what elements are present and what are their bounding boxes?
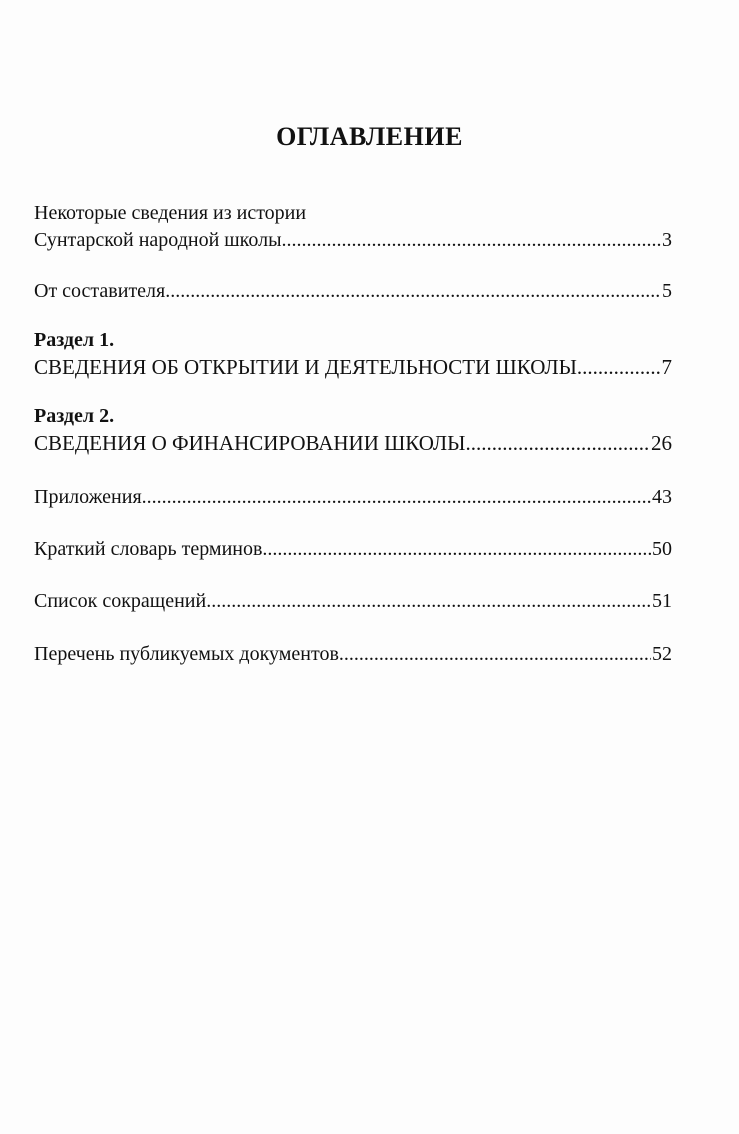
toc-entry-label: От составителя xyxy=(34,280,166,302)
dot-leader xyxy=(577,352,661,382)
toc-page-number: 7 xyxy=(661,355,672,379)
toc-entry-glossary[interactable] xyxy=(34,534,672,564)
toc-page-number: 5 xyxy=(662,280,672,302)
toc-entry-section-1[interactable] xyxy=(34,352,672,382)
dot-leader xyxy=(165,276,661,306)
dot-leader xyxy=(339,639,651,669)
toc-page-number: 52 xyxy=(652,643,672,665)
toc-entry-label: СВЕДЕНИЯ ОБ ОТКРЫТИИ И ДЕЯТЕЛЬНОСТИ ШКОЛЫ xyxy=(34,355,577,379)
dot-leader xyxy=(282,225,661,255)
dot-leader xyxy=(206,586,651,616)
toc-entry-history[interactable] xyxy=(34,225,672,255)
toc-entry-documents-list[interactable] xyxy=(34,639,672,669)
toc-entry-section-2[interactable] xyxy=(34,428,672,458)
page-title: ОГЛАВЛЕНИЕ xyxy=(276,122,463,151)
toc-page-number: 3 xyxy=(662,229,672,251)
toc-section-2-heading: Раздел 2. xyxy=(34,405,115,427)
dot-leader xyxy=(142,482,651,512)
toc-page-number: 51 xyxy=(652,590,672,612)
toc-section-1-heading: Раздел 1. xyxy=(34,329,115,351)
toc-entry-label: СВЕДЕНИЯ О ФИНАНСИРОВАНИИ ШКОЛЫ xyxy=(34,431,466,455)
toc-entry-history-line1: Некоторые сведения из истории xyxy=(34,202,307,224)
toc-entry-label: Перечень публикуемых документов xyxy=(34,643,339,665)
toc-entry-label: Приложения xyxy=(34,486,142,508)
toc-entry-label: Сунтарской народной школы xyxy=(34,229,282,251)
toc-entry-label: Список сокращений xyxy=(34,590,207,612)
toc-entry-compiler[interactable] xyxy=(34,276,672,306)
toc-entry-abbreviations[interactable] xyxy=(34,586,672,616)
toc-page-number: 43 xyxy=(652,486,672,508)
dot-leader xyxy=(262,534,651,564)
toc-entry-appendices[interactable] xyxy=(34,482,672,512)
toc-page-number: 26 xyxy=(651,431,672,455)
toc-page-number: 50 xyxy=(652,538,672,560)
dot-leader xyxy=(465,428,650,458)
toc-entry-label: Краткий словарь терминов xyxy=(34,538,263,560)
